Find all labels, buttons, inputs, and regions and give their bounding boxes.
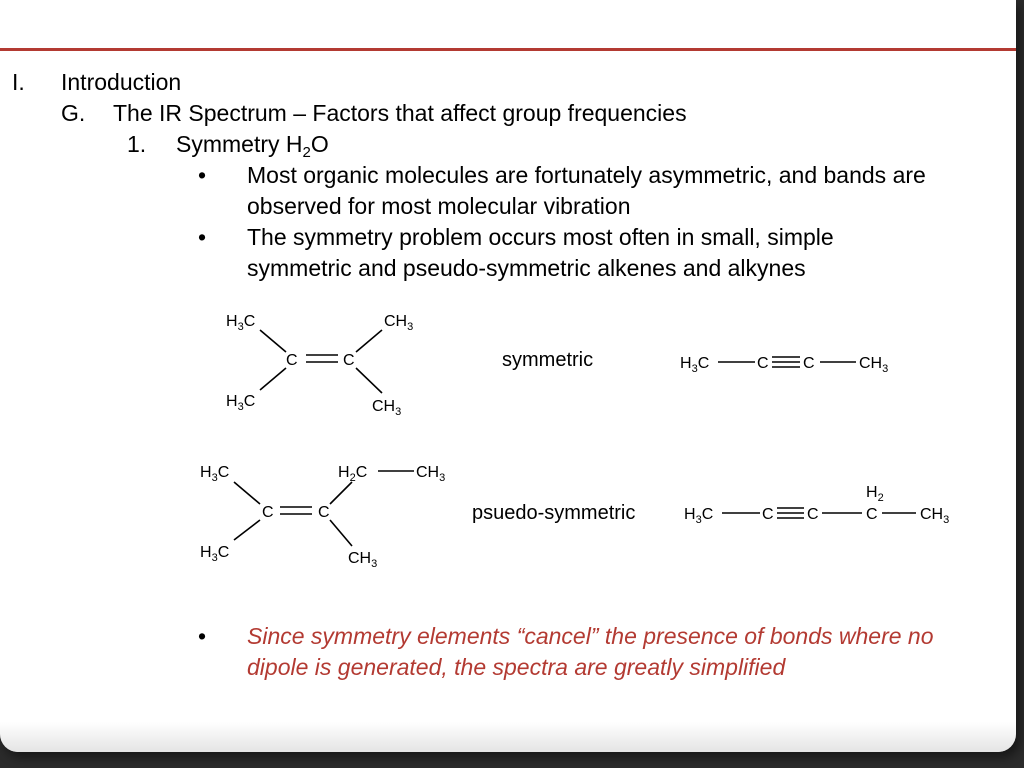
h3c-label: $H_3C$ [200, 544, 230, 564]
carbon-label: C [262, 504, 274, 521]
ch3-label: $CH_3$ [384, 313, 414, 333]
bullet-icon: • [198, 162, 207, 188]
outline-l3-text: Symmetry $H_2O$ [176, 131, 329, 161]
carbon-label: C [762, 506, 774, 523]
outline-l1-text: Introduction [61, 69, 182, 95]
bullet-2-line-2: symmetric and pseudo-symmetric alkenes and alkynes [247, 255, 806, 281]
bullet-3-line-1: Since symmetry elements “cancel” the presence of bonds where no [247, 623, 934, 649]
bullet-2-line-1: The symmetry problem occurs most often in small, simple [247, 224, 834, 250]
bullet-icon: • [198, 224, 207, 250]
carbon-label: C [866, 506, 878, 523]
outline-l2-number: G. [61, 100, 86, 126]
outline-l3-number: 1. [127, 131, 147, 157]
carbon-label: C [286, 352, 298, 369]
symmetric-alkyne [680, 355, 888, 375]
h3c-label: $H_3C$ [680, 355, 710, 375]
carbon-label: C [807, 506, 819, 523]
h3c-label: $H_3C$ [684, 506, 714, 526]
carbon-label: C [343, 352, 355, 369]
pseudo-symmetric-label: psuedo-symmetric [472, 502, 636, 524]
h2c-label: $H_2C$ [338, 464, 368, 484]
pseudo-symmetric-alkene [200, 464, 445, 570]
ch3-label: $CH_3$ [348, 550, 378, 570]
bullet-1-line-2: observed for most molecular vibration [247, 193, 631, 219]
carbon-label: C [803, 355, 815, 372]
pseudo-symmetric-alkyne [684, 484, 949, 526]
symmetric-alkene [226, 313, 413, 418]
bullet-3-line-2: dipole is generated, the spectra are greatly simplified [247, 654, 786, 680]
symmetric-label: symmetric [502, 349, 594, 371]
h3c-label: $H_3C$ [226, 313, 256, 333]
h3c-label: $H_3C$ [226, 393, 256, 413]
h3c-label: $H_3C$ [200, 464, 230, 484]
h2-label: $H_2$ [866, 484, 884, 504]
bullet-icon: • [198, 623, 207, 649]
ch3-label: $CH_3$ [416, 464, 446, 484]
bullet-1-line-1: Most organic molecules are fortunately asymmetric, and bands are [247, 162, 926, 188]
ch3-label: $CH_3$ [920, 506, 950, 526]
outline-l2-text: The IR Spectrum – Factors that affect group frequencies [113, 100, 687, 126]
ch3-label: $CH_3$ [859, 355, 889, 375]
carbon-label: C [318, 504, 330, 521]
carbon-label: C [757, 355, 769, 372]
outline-l1-number: I. [12, 69, 25, 95]
ch3-label: $CH_3$ [372, 398, 402, 418]
